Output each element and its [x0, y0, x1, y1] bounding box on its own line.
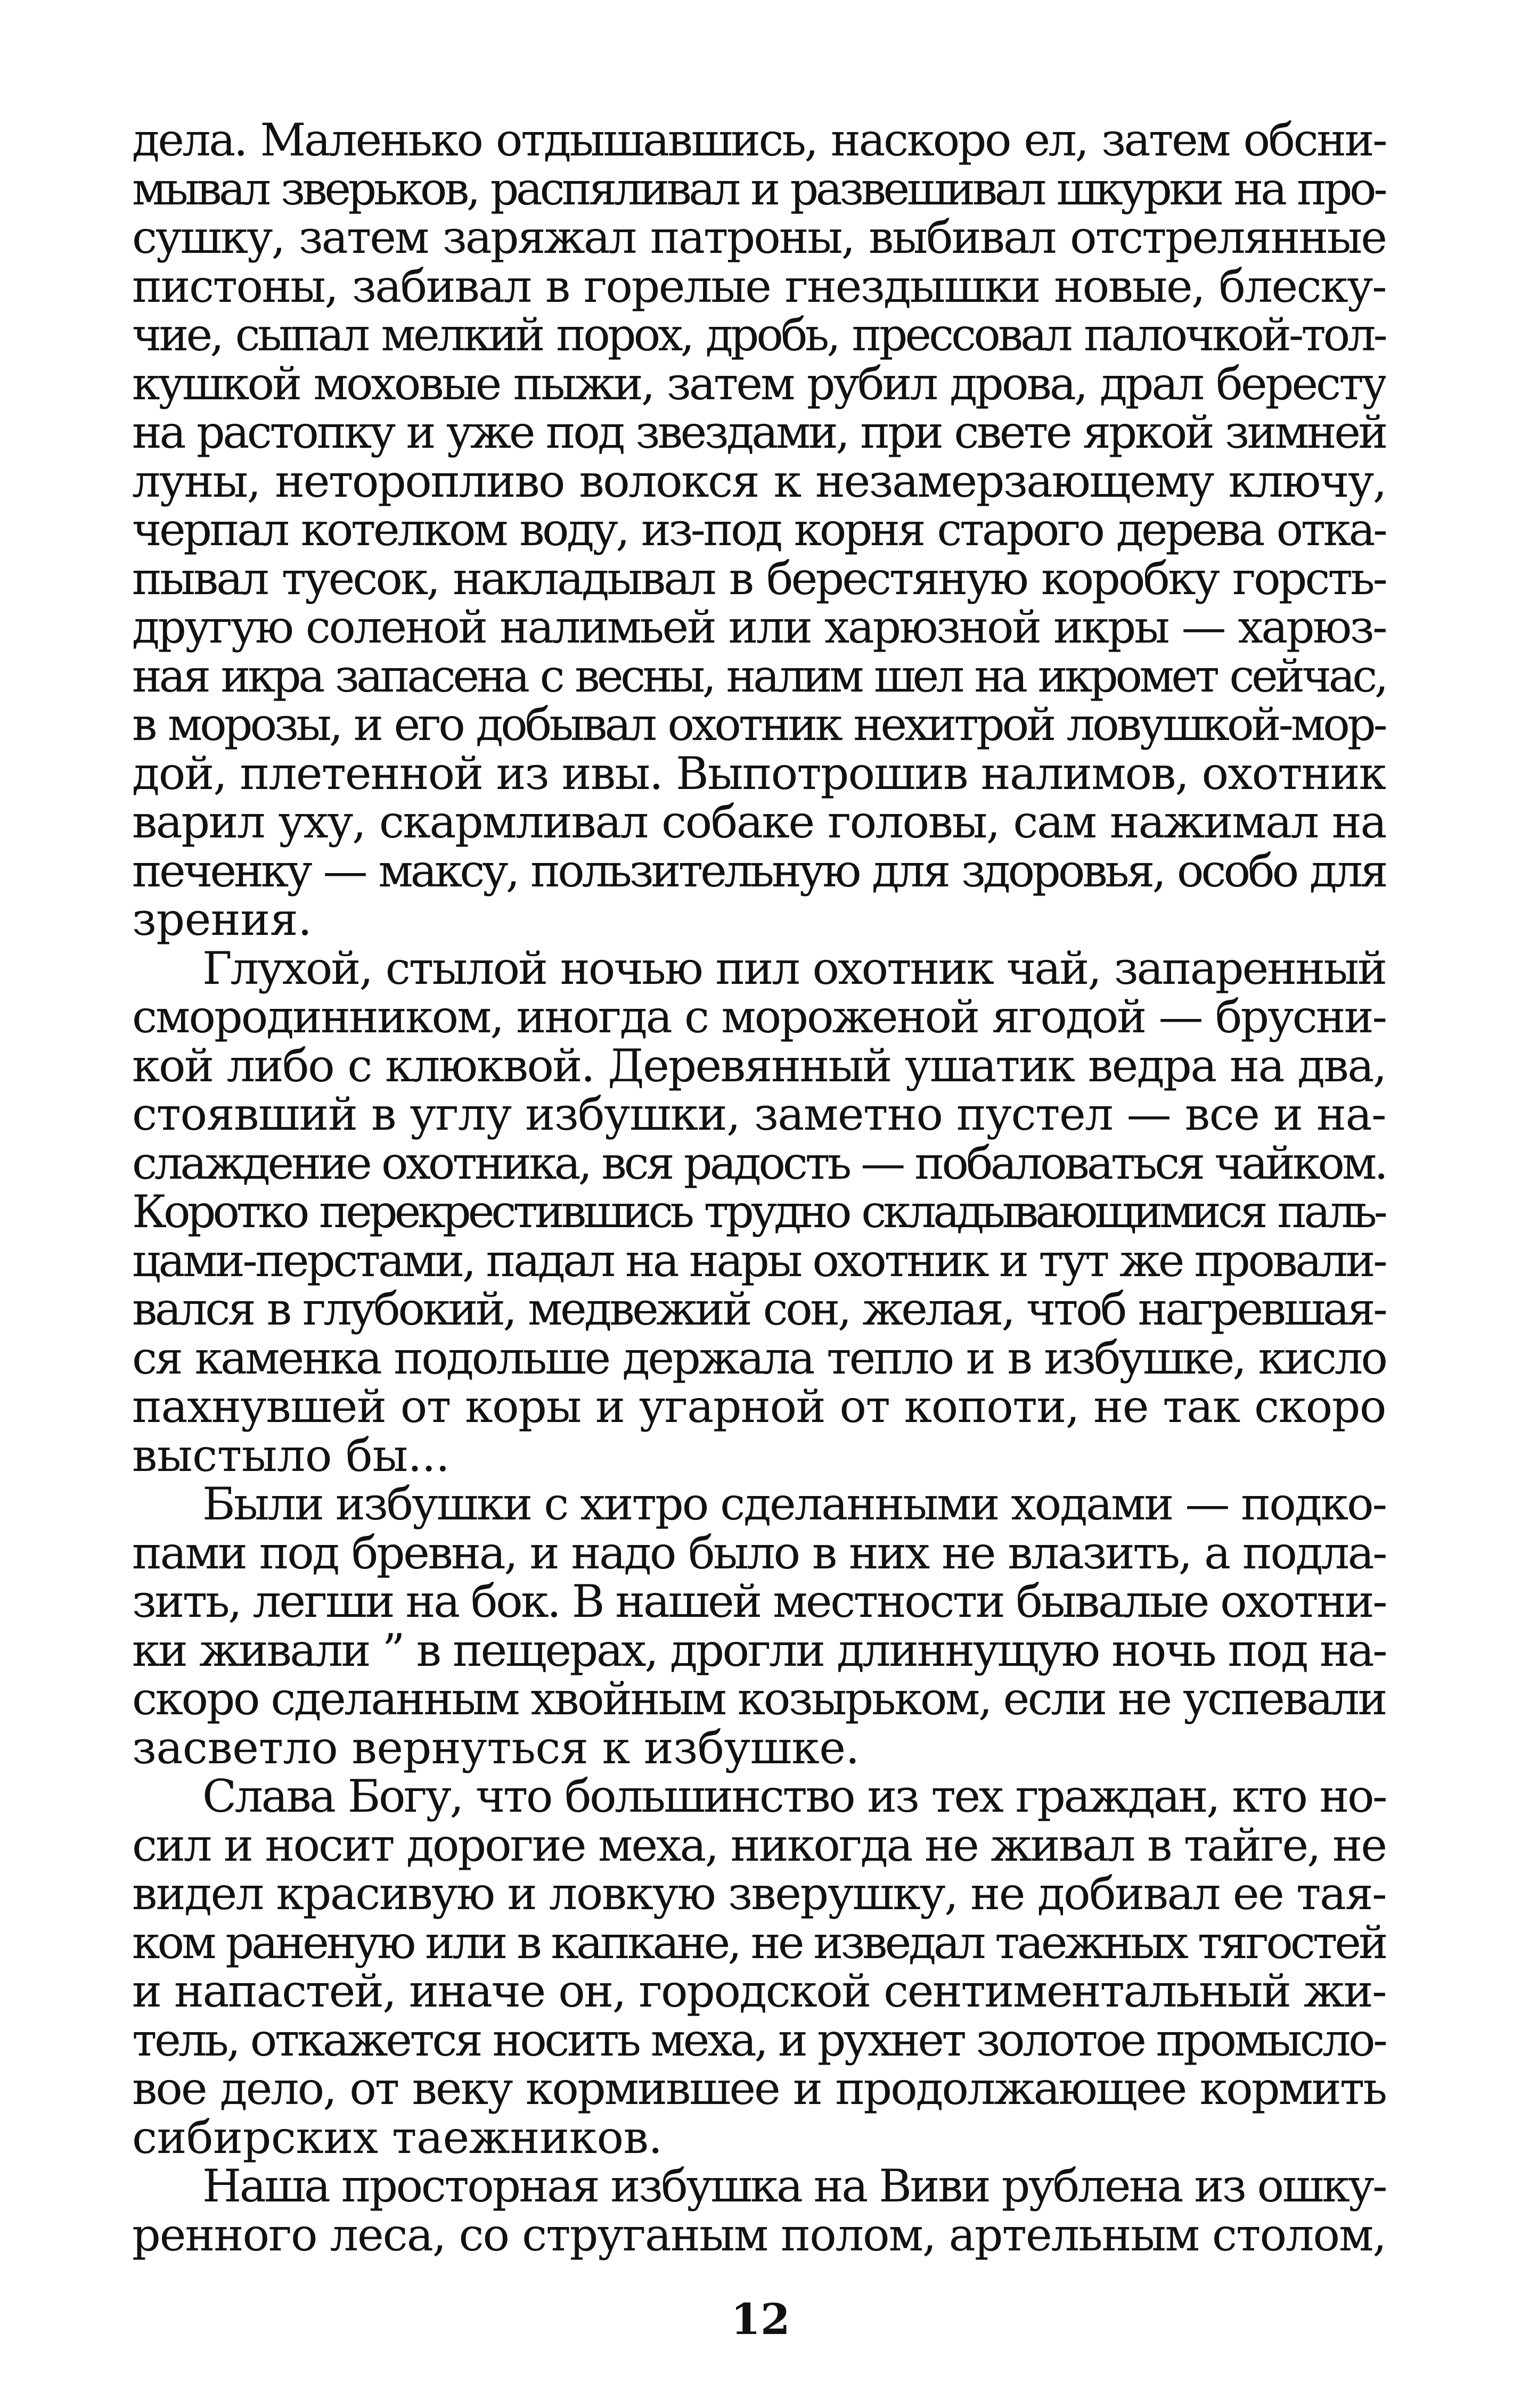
text-line: ком раненую или в капкане, не изведал таежных тягостей: [132, 1916, 1386, 1969]
text-line: дой, плетенной из ивы. Выпотрошив налимов, охотник: [132, 747, 1386, 800]
text-line: Наша просторная избушка на Виви рублена из ошку-: [202, 2160, 1386, 2212]
text-line: ная икра запасена с весны, налим шел на икромет сейчас,: [132, 650, 1386, 702]
text-line: ся каменка подольше держала тепло и в избушке, кисло: [132, 1332, 1386, 1384]
text-line: выстыло бы...: [132, 1429, 450, 1482]
text-line: сибирских таежников.: [132, 2111, 663, 2164]
text-line: ки живали ” в пещерах, дрогли длиннущую ночь под на-: [132, 1624, 1386, 1676]
text-line: пами под бревна, и надо было в них не влазить, а подла-: [132, 1526, 1386, 1579]
text-line: дела. Маленько отдышавшись, наскоро ел, затем обсни-: [132, 116, 1386, 166]
text-line: зрения.: [132, 893, 312, 946]
text-line: и напастей, иначе он, городской сентиментальный жи-: [132, 1965, 1386, 2017]
text-line: видел красивую и ловкую зверушку, не добивал ее тая-: [132, 1868, 1386, 1920]
text-line: варил уху, скармливал собаке головы, сам нажимал на: [132, 796, 1386, 848]
text-line: мывал зверьков, распяливал и развешивал шкурки на про-: [132, 162, 1386, 215]
text-line: сил и носит дорогие меха, никогда не живал в тайге, не: [132, 1819, 1386, 1871]
text-line: вался в глубокий, медвежий сон, желая, чтоб нагревшая-: [132, 1283, 1386, 1335]
text-line: смородинником, иногда с мороженой ягодой — брусни-: [132, 991, 1386, 1043]
text-line: печенку — максу, пользительную для здоровья, особо для: [132, 844, 1386, 897]
text-line: Коротко перекрестившись трудно складывающимися паль-: [132, 1186, 1386, 1238]
text-line: пывал туесок, накладывал в берестяную коробку горсть-: [132, 552, 1386, 605]
text-line: пахнувшей от коры и угарной от копоти, не так скоро: [132, 1380, 1386, 1433]
text-line: вое дело, от веку кормившее и продолжающее кормить: [132, 2062, 1386, 2115]
text-line: Были избушки с хитро сделанными ходами — подко-: [202, 1478, 1386, 1530]
text-line: зить, легши на бок. В нашей местности бывалые охотни-: [132, 1575, 1386, 1628]
text-line: Слава Богу, что большинство из тех граждан, кто но-: [202, 1770, 1386, 1822]
body-text: [132, 116, 1386, 2272]
text-line: другую соленой налимьей или харюзной икры — харюз-: [132, 601, 1386, 653]
text-line: в морозы, и его добывал охотник нехитрой ловушкой-мор-: [132, 698, 1386, 751]
text-line: сушку, затем заряжал патроны, выбивал отстрелянные: [132, 211, 1386, 264]
text-line: цами-перстами, падал на нары охотник и тут же провали-: [132, 1234, 1386, 1287]
text-line: слаждение охотника, вся радость — побаловаться чайком.: [132, 1137, 1386, 1189]
text-line: стоявший в углу избушки, заметно пустел — все и на-: [132, 1088, 1386, 1140]
text-line: ренного леса, со струганым полом, артельным столом,: [132, 2208, 1386, 2261]
text-line: на растопку и уже под звездами, при свете яркой зимней: [132, 406, 1386, 458]
text-line: скоро сделанным хвойным козырьком, если не успевали: [132, 1673, 1386, 1725]
text-line: засветло вернуться к избушке.: [132, 1721, 860, 1774]
text-line: чие, сыпал мелкий порох, дробь, прессовал палочкой-тол-: [132, 309, 1386, 361]
page-number: 12: [731, 2294, 790, 2344]
text-line: черпал котелком воду, из-под корня старого дерева отка-: [132, 504, 1386, 556]
text-line: луны, неторопливо волокся к незамерзающему ключу,: [132, 455, 1386, 507]
text-line: кушкой моховые пыжи, затем рубил дрова, драл бересту: [132, 357, 1386, 410]
text-line: Глухой, стылой ночью пил охотник чай, запаренный: [202, 942, 1386, 995]
text-line: пистоны, забивал в горелые гнездышки новые, блеску-: [132, 260, 1386, 313]
text-line: кой либо с клюквой. Деревянный ушатик ведра на два,: [132, 1039, 1386, 1092]
text-line: тель, откажется носить меха, и рухнет золотое промысло-: [132, 2013, 1386, 2066]
